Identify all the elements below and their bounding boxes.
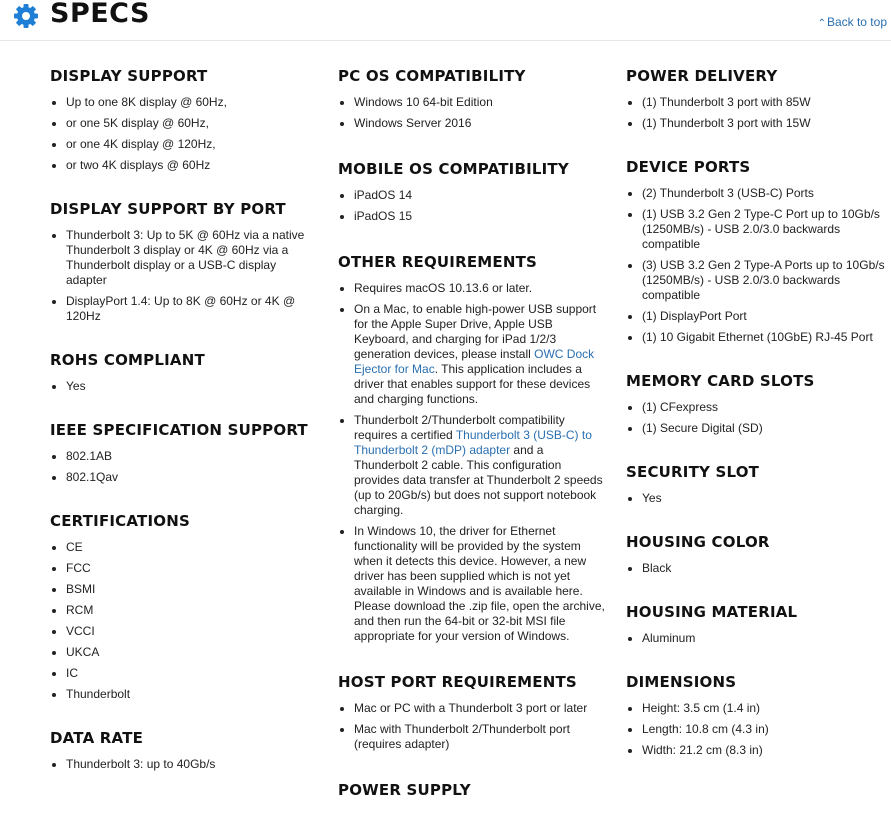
list-item: (1) 10 Gigabit Ethernet (10GbE) RJ-45 Port — [626, 330, 888, 345]
page-title: SPECS — [50, 0, 150, 29]
list-item: (1) Thunderbolt 3 port with 15W — [626, 116, 888, 131]
list-item: or two 4K displays @ 60Hz — [50, 158, 315, 173]
data-rate-section — [50, 728, 315, 772]
list-item: (3) USB 3.2 Gen 2 Type-A Ports up to 10Gb/s (1250MB/s) - USB 2.0/3.0 backwards compatible — [626, 258, 888, 303]
memory-card-slots-section — [626, 371, 888, 436]
list-item: or one 5K display @ 60Hz, — [50, 116, 315, 131]
list-item: UKCA — [50, 645, 315, 660]
section-title: SECURITY SLOT — [626, 463, 760, 481]
spec-list — [626, 631, 888, 646]
list-item: (2) Thunderbolt 3 (USB-C) Ports — [626, 186, 888, 201]
list-item: Aluminum — [626, 631, 888, 646]
section-title: IEEE SPECIFICATION SUPPORT — [50, 421, 308, 439]
specs-column-2 — [338, 66, 608, 828]
list-item: FCC — [50, 561, 315, 576]
list-item: DisplayPort 1.4: Up to 8K @ 60Hz or 4K @ 120Hz — [50, 294, 315, 324]
list-item: 802.1Qav — [50, 470, 315, 485]
list-item: iPadOS 14 — [338, 188, 608, 203]
list-item — [338, 413, 608, 518]
spec-list — [626, 561, 888, 576]
spec-list — [50, 95, 315, 173]
list-item: In Windows 10, the driver for Ethernet functionality will be provided by the system when it detects this device. However, a new driver has been supplied which is not yet available in Windows and is available here. Please download the .zip file, open the archive, and then run the 64-bit or 32-bit MSI file appropriate for your version of Windows. — [338, 524, 608, 644]
section-title: DEVICE PORTS — [626, 158, 751, 176]
section-title: OTHER REQUIREMENTS — [338, 253, 538, 271]
spec-list — [50, 540, 315, 702]
item-text: . This application includes a driver that enables support for these devices and charging functions. — [354, 362, 591, 406]
housing-material-section — [626, 602, 888, 646]
mobile-os-section — [338, 159, 608, 224]
spec-list — [50, 379, 315, 394]
spec-list — [626, 186, 888, 345]
list-item: Thunderbolt 3: Up to 5K @ 60Hz via a native Thunderbolt 3 display or 4K @ 60Hz via a Thunderbolt display or a USB-C display adapter — [50, 228, 315, 288]
device-ports-section — [626, 157, 888, 345]
owc-dock-ejector-link[interactable]: OWC Dock Ejector for Mac — [354, 347, 595, 376]
display-support-section — [50, 66, 315, 173]
section-title: DATA RATE — [50, 729, 144, 747]
spec-list — [50, 449, 315, 485]
list-item: 802.1AB — [50, 449, 315, 464]
back-to-top-link[interactable] — [818, 15, 887, 29]
list-item: Windows Server 2016 — [338, 116, 608, 131]
list-item: Windows 10 64-bit Edition — [338, 95, 608, 110]
list-item: (1) Thunderbolt 3 port with 85W — [626, 95, 888, 110]
spec-list — [338, 188, 608, 224]
item-text: and a Thunderbolt 2 cable. This configuration provides data transfer at Thunderbolt 2 speeds (up to 20Gb/s) but does not support notebook charging. — [354, 443, 603, 517]
host-port-section — [338, 672, 608, 752]
list-item: Thunderbolt 3: up to 40Gb/s — [50, 757, 315, 772]
ieee-specification-section — [50, 420, 315, 485]
list-item: Yes — [626, 491, 888, 506]
list-item: Length: 10.8 cm (4.3 in) — [626, 722, 888, 737]
list-item: Thunderbolt — [50, 687, 315, 702]
list-item: Black — [626, 561, 888, 576]
list-item: (1) DisplayPort Port — [626, 309, 888, 324]
pc-os-section — [338, 66, 608, 131]
spec-list — [626, 400, 888, 436]
section-title: ROHS COMPLIANT — [50, 351, 205, 369]
section-title: DISPLAY SUPPORT — [50, 67, 208, 85]
list-item: or one 4K display @ 120Hz, — [50, 137, 315, 152]
certifications-section — [50, 511, 315, 702]
spec-list — [50, 757, 315, 772]
spec-list — [626, 491, 888, 506]
section-title: PC OS COMPATIBILITY — [338, 67, 526, 85]
section-title: DISPLAY SUPPORT BY PORT — [50, 200, 286, 218]
item-text: On a Mac, to enable high-power USB support for the Apple Super Drive, Apple USB Keyboard, and charging for iPad 1/2/3 generation devices, please install — [354, 302, 597, 361]
back-to-top-label: Back to top — [826, 15, 887, 29]
list-item: Yes — [50, 379, 315, 394]
list-item: Requires macOS 10.13.6 or later. — [338, 281, 608, 296]
list-item: Mac with Thunderbolt 2/Thunderbolt port (requires adapter) — [338, 722, 608, 752]
list-item: Height: 3.5 cm (1.4 in) — [626, 701, 888, 716]
section-title: HOUSING COLOR — [626, 533, 770, 551]
specs-column-3 — [626, 66, 888, 784]
power-supply-section — [338, 780, 608, 800]
spec-list — [338, 281, 608, 644]
display-support-by-port-section — [50, 199, 315, 324]
list-item — [338, 302, 608, 407]
list-item: BSMI — [50, 582, 315, 597]
specs-header — [0, 0, 891, 41]
list-item: Width: 21.2 cm (8.3 in) — [626, 743, 888, 758]
list-item: VCCI — [50, 624, 315, 639]
power-delivery-section — [626, 66, 888, 131]
housing-color-section — [626, 532, 888, 576]
list-item: IC — [50, 666, 315, 681]
thunderbolt-adapter-link[interactable]: Thunderbolt 3 (USB-C) to Thunderbolt 2 (mDP) adapter — [354, 428, 592, 457]
item-text: Thunderbolt 2/Thunderbolt compatibility requires a certified — [354, 413, 565, 442]
list-item: (1) USB 3.2 Gen 2 Type-C Port up to 10Gb/s (1250MB/s) - USB 2.0/3.0 backwards compatible — [626, 207, 888, 252]
spec-list — [626, 701, 888, 758]
other-requirements-section — [338, 252, 608, 644]
security-slot-section — [626, 462, 888, 506]
list-item: CE — [50, 540, 315, 555]
section-title: HOST PORT REQUIREMENTS — [338, 673, 577, 691]
spec-list — [50, 228, 315, 324]
section-title: POWER DELIVERY — [626, 67, 778, 85]
list-item: RCM — [50, 603, 315, 618]
gear-icon — [12, 2, 40, 30]
spec-list — [626, 95, 888, 131]
section-title: POWER SUPPLY — [338, 781, 471, 799]
list-item: Up to one 8K display @ 60Hz, — [50, 95, 315, 110]
list-item: Mac or PC with a Thunderbolt 3 port or later — [338, 701, 608, 716]
section-title: HOUSING MATERIAL — [626, 603, 798, 621]
section-title: CERTIFICATIONS — [50, 512, 190, 530]
section-title: MEMORY CARD SLOTS — [626, 372, 815, 390]
specs-column-1 — [50, 66, 315, 798]
spec-list — [338, 701, 608, 752]
up-arrow-icon: ⌃ — [817, 18, 826, 29]
list-item: (1) CFexpress — [626, 400, 888, 415]
section-title: MOBILE OS COMPATIBILITY — [338, 160, 569, 178]
dimensions-section — [626, 672, 888, 758]
list-item: (1) Secure Digital (SD) — [626, 421, 888, 436]
rohs-compliant-section — [50, 350, 315, 394]
section-title: DIMENSIONS — [626, 673, 737, 691]
list-item: iPadOS 15 — [338, 209, 608, 224]
spec-list — [338, 95, 608, 131]
